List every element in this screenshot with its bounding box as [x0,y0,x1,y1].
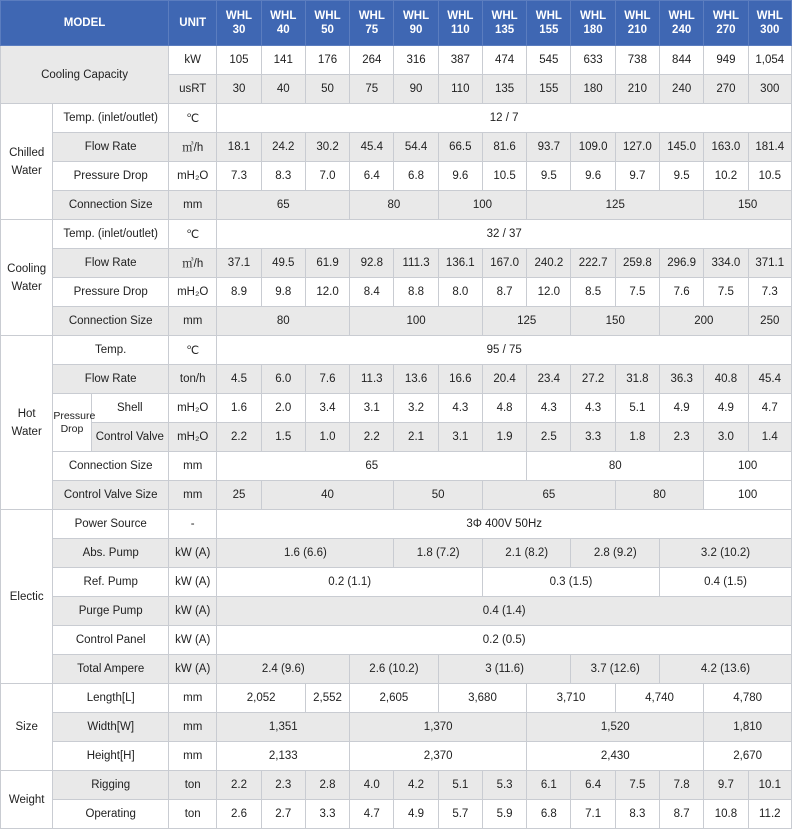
value-cell: 6.8 [394,162,438,191]
value-cell: 1.8 [615,423,659,452]
cooling-water-group-label: Cooling Water [1,220,53,336]
row-label: Purge Pump [53,597,169,626]
cooling-connection-row [1,307,792,336]
value-cell: 24.2 [261,133,305,162]
value-cell: 4.3 [527,394,571,423]
value-cell: 50 [305,75,349,104]
value-cell: 2.6 (10.2) [350,655,439,684]
value-cell: 3,710 [527,684,616,713]
value-cell: 10.1 [748,771,791,800]
row-label: Flow Rate [53,133,169,162]
value-cell: 2,370 [350,742,527,771]
value-cell: 12 / 7 [217,104,792,133]
model-column-header: WHL 50 [305,1,349,46]
value-cell: 3.4 [305,394,349,423]
operating-row [1,800,792,829]
value-cell: 27.2 [571,365,615,394]
row-label: Flow Rate [53,365,169,394]
value-cell: 0.4 (1.4) [217,597,792,626]
value-cell: 25 [217,481,261,510]
cooling-capacity-label: Cooling Capacity [1,46,169,104]
unit-cell: mm [169,713,217,742]
value-cell: 1,810 [704,713,792,742]
value-cell: 3.2 [394,394,438,423]
value-cell: 4.2 (13.6) [660,655,792,684]
value-cell: 4.8 [482,394,526,423]
cooling-flow-row [1,249,792,278]
value-cell: 2.2 [217,771,261,800]
value-cell: 145.0 [660,133,704,162]
value-cell: 1,351 [217,713,350,742]
row-label: Control Valve [91,423,169,452]
cooling-temp-row [1,220,792,249]
value-cell: 150 [571,307,660,336]
value-cell: 222.7 [571,249,615,278]
hot-shell-row [1,394,792,423]
unit-cell: kW (A) [169,626,217,655]
value-cell: 12.0 [527,278,571,307]
value-cell: 9.6 [571,162,615,191]
unit-cell: mm [169,452,217,481]
value-cell: 90 [394,75,438,104]
row-label: Connection Size [53,307,169,336]
value-cell: 9.5 [660,162,704,191]
value-cell: 80 [527,452,704,481]
value-cell: 2.3 [261,771,305,800]
value-cell: 100 [350,307,483,336]
value-cell: 40 [261,75,305,104]
unit-cell: mm [169,481,217,510]
unit-cell: mH₂O [169,162,217,191]
row-label: Flow Rate [53,249,169,278]
value-cell: 4,780 [704,684,792,713]
value-cell: 37.1 [217,249,261,278]
model-column-header: WHL 155 [527,1,571,46]
value-cell: 7.5 [704,278,748,307]
model-column-header: WHL 210 [615,1,659,46]
height-row [1,742,792,771]
value-cell: 135 [482,75,526,104]
value-cell: 4.9 [704,394,748,423]
chilled-pressure-drop-row [1,162,792,191]
value-cell: 127.0 [615,133,659,162]
value-cell: 10.5 [482,162,526,191]
value-cell: 738 [615,46,659,75]
value-cell: 240.2 [527,249,571,278]
value-cell: 334.0 [704,249,748,278]
value-cell: 8.5 [571,278,615,307]
value-cell: 3.1 [350,394,394,423]
value-cell: 5.1 [438,771,482,800]
unit-cell: kW (A) [169,568,217,597]
cooling-pressure-drop-row [1,278,792,307]
hot-control-valve-row [1,423,792,452]
value-cell: 100 [704,481,792,510]
value-cell: 45.4 [350,133,394,162]
unit-header: UNIT [169,1,217,46]
value-cell: 300 [748,75,791,104]
value-cell: 1.0 [305,423,349,452]
electric-group-label: Electic [1,510,53,684]
cooling-capacity-kw-row [1,46,792,75]
value-cell: 8.8 [394,278,438,307]
value-cell: 316 [394,46,438,75]
unit-cell: mH₂O [169,394,217,423]
value-cell: 2.8 [305,771,349,800]
model-column-header: WHL 110 [438,1,482,46]
chilled-temp-row [1,104,792,133]
value-cell: 7.8 [660,771,704,800]
value-cell: 250 [748,307,791,336]
unit-cell: kW (A) [169,597,217,626]
row-label: Connection Size [53,452,169,481]
control-panel-row [1,626,792,655]
row-label: Width[W] [53,713,169,742]
value-cell: 844 [660,46,704,75]
value-cell: 2,133 [217,742,350,771]
chilled-flow-row [1,133,792,162]
value-cell: 18.1 [217,133,261,162]
value-cell: 9.7 [704,771,748,800]
value-cell: 4.9 [394,800,438,829]
value-cell: 93.7 [527,133,571,162]
unit-cell: ㎥/h [169,133,217,162]
hot-flow-row [1,365,792,394]
model-column-header: WHL 270 [704,1,748,46]
row-label: Length[L] [53,684,169,713]
value-cell: 3.7 (12.6) [571,655,660,684]
value-cell: 13.6 [394,365,438,394]
value-cell: 9.8 [261,278,305,307]
hot-temp-row [1,336,792,365]
value-cell: 2.5 [527,423,571,452]
pressure-drop-label: Pressure Drop [53,394,91,452]
value-cell: 10.8 [704,800,748,829]
row-label: Ref. Pump [53,568,169,597]
value-cell: 45.4 [748,365,791,394]
value-cell: 80 [350,191,439,220]
value-cell: 2.1 (8.2) [482,539,571,568]
value-cell: 109.0 [571,133,615,162]
value-cell: 3.2 (10.2) [660,539,792,568]
value-cell: 0.2 (0.5) [217,626,792,655]
unit-cell: ton/h [169,365,217,394]
rigging-row [1,771,792,800]
value-cell: 8.4 [350,278,394,307]
value-cell: 200 [660,307,749,336]
value-cell: 7.5 [615,771,659,800]
value-cell: 54.4 [394,133,438,162]
value-cell: 80 [615,481,704,510]
value-cell: 296.9 [660,249,704,278]
row-label: Shell [91,394,169,423]
value-cell: 6.4 [350,162,394,191]
value-cell: 75 [350,75,394,104]
value-cell: 163.0 [704,133,748,162]
value-cell: 0.4 (1.5) [660,568,792,597]
value-cell: 5.7 [438,800,482,829]
model-header: MODEL [1,1,169,46]
value-cell: 95 / 75 [217,336,792,365]
value-cell: 9.6 [438,162,482,191]
value-cell: 92.8 [350,249,394,278]
value-cell: 7.3 [748,278,791,307]
unit-cell: - [169,510,217,539]
value-cell: 32 / 37 [217,220,792,249]
row-label: Operating [53,800,169,829]
unit-cell: ton [169,800,217,829]
value-cell: 4.7 [748,394,791,423]
value-cell: 2.6 [217,800,261,829]
row-label: Temp. (inlet/outlet) [53,104,169,133]
value-cell: 9.5 [527,162,571,191]
value-cell: 7.6 [660,278,704,307]
unit-cell: usRT [169,75,217,104]
value-cell: 4.9 [660,394,704,423]
value-cell: 150 [704,191,792,220]
value-cell: 7.1 [571,800,615,829]
value-cell: 8.3 [615,800,659,829]
value-cell: 1.6 (6.6) [217,539,394,568]
value-cell: 10.5 [748,162,791,191]
value-cell: 136.1 [438,249,482,278]
ref-pump-row [1,568,792,597]
row-label: Control Panel [53,626,169,655]
value-cell: 155 [527,75,571,104]
value-cell: 7.5 [615,278,659,307]
value-cell: 180 [571,75,615,104]
length-row [1,684,792,713]
header-row [1,1,792,46]
value-cell: 20.4 [482,365,526,394]
value-cell: 8.9 [217,278,261,307]
value-cell: 111.3 [394,249,438,278]
row-label: Pressure Drop [53,278,169,307]
hot-control-valve-size-row [1,481,792,510]
unit-cell: ℃ [169,104,217,133]
value-cell: 36.3 [660,365,704,394]
value-cell: 1,370 [350,713,527,742]
value-cell: 371.1 [748,249,791,278]
value-cell: 105 [217,46,261,75]
value-cell: 633 [571,46,615,75]
value-cell: 100 [704,452,792,481]
value-cell: 4.5 [217,365,261,394]
value-cell: 1.4 [748,423,791,452]
row-label: Temp. [53,336,169,365]
value-cell: 3.3 [305,800,349,829]
value-cell: 2.2 [217,423,261,452]
value-cell: 50 [394,481,483,510]
value-cell: 11.3 [350,365,394,394]
value-cell: 3.3 [571,423,615,452]
value-cell: 141 [261,46,305,75]
value-cell: 6.1 [527,771,571,800]
value-cell: 65 [482,481,615,510]
value-cell: 9.7 [615,162,659,191]
value-cell: 125 [527,191,704,220]
value-cell: 2,605 [350,684,439,713]
value-cell: 2.3 [660,423,704,452]
value-cell: 7.6 [305,365,349,394]
unit-cell: mH₂O [169,423,217,452]
value-cell: 3.0 [704,423,748,452]
value-cell: 49.5 [261,249,305,278]
value-cell: 2.4 (9.6) [217,655,350,684]
value-cell: 2,552 [305,684,349,713]
value-cell: 1.9 [482,423,526,452]
value-cell: 81.6 [482,133,526,162]
abs-pump-row [1,539,792,568]
unit-cell: mm [169,191,217,220]
width-row [1,713,792,742]
value-cell: 65 [217,452,527,481]
model-column-header: WHL 300 [748,1,791,46]
model-column-header: WHL 240 [660,1,704,46]
model-column-header: WHL 180 [571,1,615,46]
value-cell: 0.2 (1.1) [217,568,483,597]
value-cell: 1,520 [527,713,704,742]
value-cell: 7.0 [305,162,349,191]
value-cell: 66.5 [438,133,482,162]
value-cell: 65 [217,191,350,220]
row-label: Height[H] [53,742,169,771]
unit-cell: mm [169,307,217,336]
value-cell: 5.9 [482,800,526,829]
value-cell: 3 (11.6) [438,655,571,684]
value-cell: 8.0 [438,278,482,307]
value-cell: 2.7 [261,800,305,829]
value-cell: 1.6 [217,394,261,423]
value-cell: 2.2 [350,423,394,452]
model-column-header: WHL 75 [350,1,394,46]
value-cell: 23.4 [527,365,571,394]
value-cell: 2.0 [261,394,305,423]
unit-cell: ㎥/h [169,249,217,278]
value-cell: 6.0 [261,365,305,394]
value-cell: 259.8 [615,249,659,278]
value-cell: 240 [660,75,704,104]
value-cell: 2,430 [527,742,704,771]
value-cell: 4.7 [350,800,394,829]
value-cell: 387 [438,46,482,75]
unit-cell: ℃ [169,220,217,249]
row-label: Temp. (inlet/outlet) [53,220,169,249]
value-cell: 2,052 [217,684,306,713]
value-cell: 8.7 [482,278,526,307]
unit-cell: kW (A) [169,655,217,684]
weight-group-label: Weight [1,771,53,829]
value-cell: 30 [217,75,261,104]
value-cell: 61.9 [305,249,349,278]
value-cell: 31.8 [615,365,659,394]
power-source-row [1,510,792,539]
unit-cell: mH₂O [169,278,217,307]
value-cell: 210 [615,75,659,104]
value-cell: 2.1 [394,423,438,452]
value-cell: 11.2 [748,800,791,829]
value-cell: 10.2 [704,162,748,191]
unit-cell: ton [169,771,217,800]
value-cell: 4,740 [615,684,704,713]
value-cell: 3.1 [438,423,482,452]
value-cell: 8.3 [261,162,305,191]
value-cell: 1.8 (7.2) [394,539,483,568]
model-column-header: WHL 90 [394,1,438,46]
value-cell: 6.4 [571,771,615,800]
value-cell: 181.4 [748,133,791,162]
row-label: Total Ampere [53,655,169,684]
row-label: Abs. Pump [53,539,169,568]
row-label: Pressure Drop [53,162,169,191]
value-cell: 40.8 [704,365,748,394]
value-cell: 474 [482,46,526,75]
value-cell: 30.2 [305,133,349,162]
value-cell: 167.0 [482,249,526,278]
row-label: Connection Size [53,191,169,220]
value-cell: 0.3 (1.5) [482,568,659,597]
value-cell: 3Φ 400V 50Hz [217,510,792,539]
model-column-header: WHL 30 [217,1,261,46]
value-cell: 7.3 [217,162,261,191]
unit-cell: ℃ [169,336,217,365]
chilled-connection-row [1,191,792,220]
value-cell: 16.6 [438,365,482,394]
value-cell: 4.3 [438,394,482,423]
total-ampere-row [1,655,792,684]
value-cell: 110 [438,75,482,104]
value-cell: 270 [704,75,748,104]
value-cell: 3,680 [438,684,527,713]
value-cell: 125 [482,307,571,336]
value-cell: 949 [704,46,748,75]
row-label: Control Valve Size [53,481,169,510]
model-column-header: WHL 40 [261,1,305,46]
value-cell: 6.8 [527,800,571,829]
value-cell: 8.7 [660,800,704,829]
size-group-label: Size [1,684,53,771]
value-cell: 100 [438,191,527,220]
purge-pump-row [1,597,792,626]
value-cell: 40 [261,481,394,510]
value-cell: 4.3 [571,394,615,423]
value-cell: 12.0 [305,278,349,307]
model-column-header: WHL 135 [482,1,526,46]
unit-cell: kW (A) [169,539,217,568]
value-cell: 5.3 [482,771,526,800]
value-cell: 264 [350,46,394,75]
value-cell: 5.1 [615,394,659,423]
value-cell: 2.8 (9.2) [571,539,660,568]
row-label: Rigging [53,771,169,800]
value-cell: 80 [217,307,350,336]
unit-cell: mm [169,684,217,713]
value-cell: 1.5 [261,423,305,452]
value-cell: 4.2 [394,771,438,800]
hot-connection-row [1,452,792,481]
unit-cell: kW [169,46,217,75]
chilled-water-group-label: Chilled Water [1,104,53,220]
value-cell: 1,054 [748,46,791,75]
value-cell: 176 [305,46,349,75]
value-cell: 545 [527,46,571,75]
value-cell: 4.0 [350,771,394,800]
hot-water-group-label: Hot Water [1,336,53,510]
row-label: Power Source [53,510,169,539]
unit-cell: mm [169,742,217,771]
value-cell: 2,670 [704,742,792,771]
